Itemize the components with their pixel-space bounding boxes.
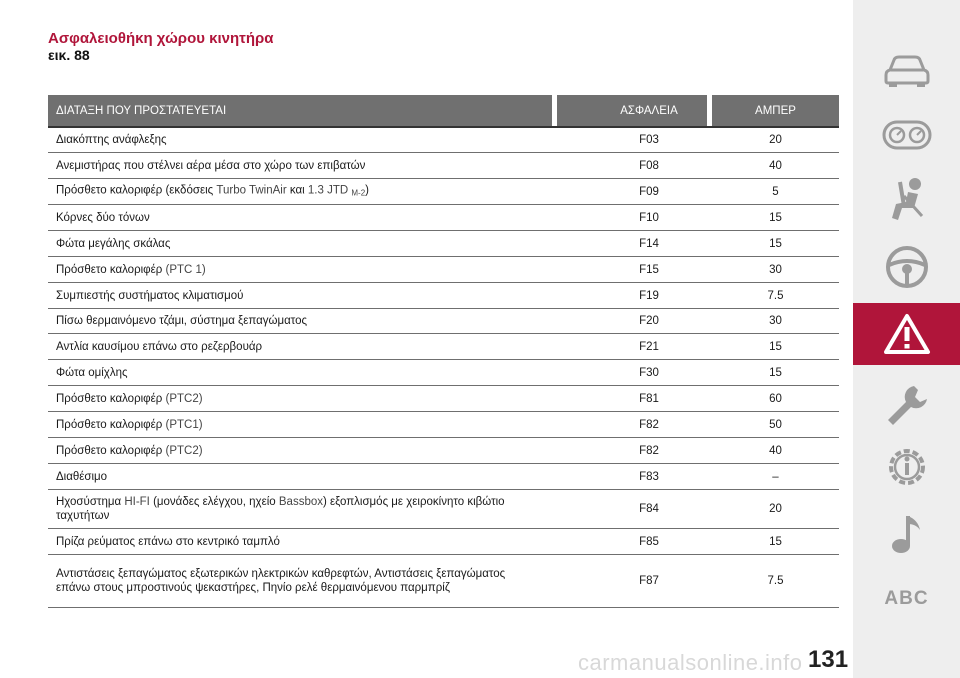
page-number: 131 bbox=[808, 646, 849, 673]
device-cell: Κόρνες δύο τόνων bbox=[56, 211, 150, 224]
fuse-cell: F08 bbox=[639, 159, 659, 172]
fuse-cell: F81 bbox=[639, 392, 659, 405]
device-cell: Πίσω θερμαινόμενο τζάμι, σύστημα ξεπαγώματος bbox=[56, 315, 308, 327]
table-row bbox=[48, 153, 839, 179]
sidebar-item-emergency[interactable] bbox=[853, 303, 960, 365]
table-row bbox=[48, 257, 839, 283]
index-abc-label: ABC bbox=[884, 588, 929, 609]
sidebar-item-safety[interactable] bbox=[853, 168, 960, 230]
fuse-cell: F30 bbox=[639, 366, 659, 379]
amp-cell: 5 bbox=[772, 185, 779, 198]
fuse-cell: F85 bbox=[639, 535, 659, 548]
info-gear-icon bbox=[884, 444, 930, 490]
sidebar-item-vehicle[interactable] bbox=[853, 40, 960, 102]
music-note-icon bbox=[890, 512, 924, 556]
fuse-cell: F82 bbox=[639, 444, 659, 457]
column-header-fuse: ΑΣΦΑΛΕΙΑ bbox=[557, 95, 741, 126]
table-row bbox=[48, 438, 839, 464]
column-header-amp: ΑΜΠΕΡ bbox=[712, 95, 839, 126]
device-cell: Φώτα μεγάλης σκάλας bbox=[56, 237, 171, 250]
fuse-cell: F03 bbox=[639, 134, 659, 146]
amp-cell: 15 bbox=[769, 211, 782, 224]
table-row bbox=[48, 529, 839, 555]
amp-cell: 15 bbox=[769, 237, 782, 250]
fuse-cell: F09 bbox=[639, 185, 659, 198]
device-cell: Πρόσθετο καλοριφέρ (εκδόσεις Turbo TwinAir και 1.3 JTD $_{M-2}$) bbox=[56, 184, 369, 197]
table-row bbox=[48, 412, 839, 438]
sidebar-item-instruments[interactable] bbox=[853, 104, 960, 166]
table-row bbox=[48, 555, 839, 608]
device-cell: Πρόσθετο καλοριφέρ (PTC 1) bbox=[56, 263, 206, 276]
sidebar-item-multimedia[interactable] bbox=[853, 503, 960, 565]
fuse-cell: F14 bbox=[639, 237, 659, 250]
sidebar-item-index[interactable] bbox=[853, 568, 960, 630]
wrench-icon bbox=[884, 382, 930, 428]
device-cell: Διαθέσιμο bbox=[56, 470, 108, 483]
amp-cell: 15 bbox=[769, 366, 782, 379]
amp-cell: 7.5 bbox=[767, 575, 784, 587]
table-row bbox=[48, 179, 839, 205]
table-row bbox=[48, 231, 839, 257]
page-title: Ασφαλειοθήκη χώρου κινητήρα bbox=[48, 30, 274, 47]
fuse-cell: F21 bbox=[639, 340, 659, 353]
amp-cell: – bbox=[772, 470, 779, 483]
table-row bbox=[48, 386, 839, 412]
amp-cell: 50 bbox=[769, 418, 782, 431]
amp-cell: 30 bbox=[769, 315, 782, 327]
figure-reference: εικ. 88 bbox=[48, 47, 90, 63]
table-row bbox=[48, 464, 839, 490]
amp-cell: 15 bbox=[769, 340, 782, 353]
fuse-table bbox=[48, 95, 839, 608]
sidebar-item-driving[interactable] bbox=[853, 236, 960, 298]
device-cell: Πρόσθετο καλοριφέρ (PTC2) bbox=[56, 392, 203, 405]
table-row bbox=[48, 283, 839, 309]
header-separator bbox=[707, 95, 712, 126]
table-row bbox=[48, 334, 839, 360]
amp-cell: 20 bbox=[769, 503, 782, 515]
fuse-cell: F10 bbox=[639, 211, 659, 224]
seat-safety-icon bbox=[884, 176, 930, 222]
device-cell: Ηχοσύστημα HI-FI (μονάδες ελέγχου, ηχείο Bassbox) εξοπλισμός με χειροκίνητο κιβώτιο ταχυτήτων bbox=[56, 496, 505, 522]
device-cell: Φώτα ομίχλης bbox=[56, 366, 128, 379]
device-cell: Πρόσθετο καλοριφέρ (PTC1) bbox=[56, 418, 203, 431]
header-separator bbox=[552, 95, 557, 126]
chapter-sidebar bbox=[853, 0, 960, 678]
table-row bbox=[48, 360, 839, 386]
device-cell: Αντιστάσεις ξεπαγώματος εξωτερικών ηλεκτρικών καθρεφτών, Αντιστάσεις ξεπαγώματος επάνω στους μπροστινούς ψεκαστήρες, Πηνίο ρελέ θερμαινόμενου παρμπρίζ bbox=[56, 568, 506, 594]
table-row bbox=[48, 205, 839, 231]
column-header-device: ΔΙΑΤΑΞΗ ΠΟΥ ΠΡΟΣΤΑΤΕΥΕΤΑΙ bbox=[48, 95, 552, 126]
sidebar-item-maintenance[interactable] bbox=[853, 374, 960, 436]
fuse-cell: F82 bbox=[639, 418, 659, 431]
device-cell: Αντλία καυσίμου επάνω στο ρεζερβουάρ bbox=[56, 340, 263, 353]
section-heading bbox=[48, 30, 274, 63]
dashboard-gauges-icon bbox=[882, 120, 932, 150]
steering-wheel-icon bbox=[885, 245, 929, 289]
car-icon bbox=[884, 54, 930, 88]
warning-triangle-icon bbox=[883, 313, 931, 355]
device-cell: Ανεμιστήρας που στέλνει αέρα μέσα στο χώρο των επιβατών bbox=[56, 159, 366, 172]
device-cell: Πρόσθετο καλοριφέρ (PTC2) bbox=[56, 444, 203, 457]
fuse-cell: F87 bbox=[639, 575, 659, 587]
amp-cell: 60 bbox=[769, 392, 782, 405]
fuse-cell: F19 bbox=[639, 289, 659, 302]
device-cell: Διακόπτης ανάφλεξης bbox=[56, 134, 167, 146]
amp-cell: 40 bbox=[769, 159, 782, 172]
fuse-cell: F83 bbox=[639, 470, 659, 483]
table-row bbox=[48, 490, 839, 529]
amp-cell: 7.5 bbox=[767, 289, 784, 302]
amp-cell: 30 bbox=[769, 263, 782, 276]
amp-cell: 15 bbox=[769, 535, 782, 548]
watermark-text: carmanualsonline.info bbox=[578, 650, 803, 675]
sidebar-item-technical-data[interactable] bbox=[853, 436, 960, 498]
fuse-cell: F84 bbox=[639, 503, 659, 515]
table-header bbox=[48, 95, 839, 126]
amp-cell: 40 bbox=[769, 444, 782, 457]
device-cell: Συμπιεστής συστήματος κλιματισμού bbox=[56, 289, 244, 302]
fuse-cell: F20 bbox=[639, 315, 659, 327]
device-cell: Πρίζα ρεύματος επάνω στο κεντρικό ταμπλό bbox=[56, 535, 280, 548]
amp-cell: 20 bbox=[769, 134, 782, 146]
table-row bbox=[48, 309, 839, 334]
fuse-cell: F15 bbox=[639, 263, 659, 276]
table-row bbox=[48, 128, 839, 153]
